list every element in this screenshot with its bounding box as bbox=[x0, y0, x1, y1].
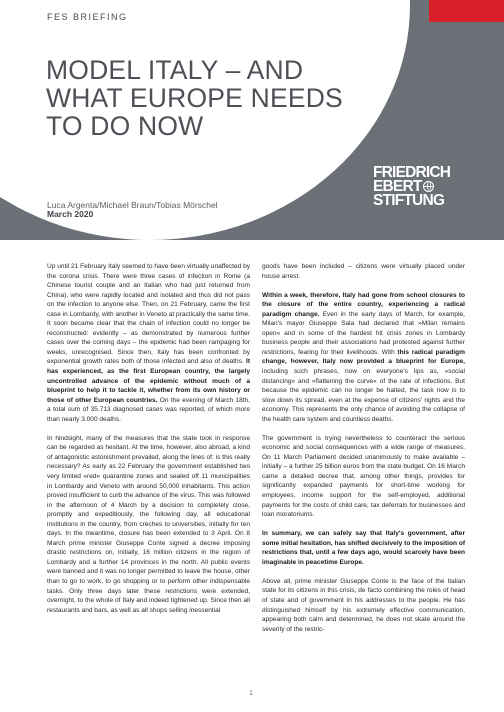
body-text: Up until 21 February Italy seemed to have been virtually unaffected by the corona crisis. There were three cases of infection in Rome (a Chinese tourist couple and an Italian who had just returned from China), who were rapidly located and isolated and thus did not pass on the infection to anyone else. Then, on 21 February, came the first case in Lombardy, with another in Veneto at practically the same time. It soon became clear that the chain of infection could no longer be reconstructed: evidently – as demonstrated by numerous further cases over the coming days – the epidemic had been rampaging for weeks, unrecognised. Since then, Italy has been confronted by exponential growth rates both of those infected and also of deaths. bbox=[47, 263, 250, 366]
paragraph bbox=[262, 577, 465, 634]
paragraph bbox=[262, 291, 465, 425]
body-text: In hindsight, many of the measures that the state took in response can be regarded as hesitant. At the time, however, also abroad, a kind of antagonistic astonishment prevailed, along the lines of: is this really necessary? As early as 22 February the government established two very limited »red« quarantine zones and sealed off 11 municipalities in Lombardy and Veneto with around 50,000 inhabitants. This action proved insufficient to curb the advance of the virus. This was followed in the afternoon of 4 March by a decision to completely close, promptly and expeditiously, the following day, all educational institutions in the country, from crèches to universities, initially for ten days. In the meantime, closure has been extended to 3 April. On 8 March prime minister Giuseppe Conte signed a decree imposing drastic restrictions on, initially, 16 million citizens in the region of Lombardy and a further 14 provinces in the north. All public events were banned and it was no longer permitted to leave the house, other than to go to work, to go shopping or to perform other indispensable tasks. Only three days later these restrictions were extended, overnight, to the whole of Italy and indeed tightened up. Since then all restaurants and bars, as well as all shops selling inessential bbox=[47, 434, 250, 614]
cover-header bbox=[0, 0, 504, 240]
authors: Luca Argenta/Michael Braun/Tobias Mörschel bbox=[47, 200, 218, 210]
accent-tab bbox=[429, 0, 504, 22]
series-label: FES BRIEFING bbox=[47, 12, 128, 22]
emphasis-text: In summary, we can safely say that Italy's government, after some initial hesitation, has shifted decisively to the imposition of restrictions that, until a few days ago, would scarcely have been imaginable in peacetime Europe. bbox=[262, 530, 465, 566]
logo-line-3: STIFTUNG bbox=[373, 192, 445, 209]
logo-line-1: FRIEDRICH bbox=[373, 164, 451, 181]
paragraph bbox=[262, 529, 465, 567]
body-text: Above all, prime minister Giuseppe Conte is the face of the Italian state for its citizens in this crisis, de facto combining the roles of head of state and of government in his addresses to the people. He has distinguished himself by his extremely effective communication, appearing both calm and determined, he does not skate around the severity of the restric- bbox=[262, 577, 465, 633]
paragraph bbox=[47, 434, 250, 615]
body-column-left bbox=[47, 262, 250, 625]
page-number: 1 bbox=[249, 690, 253, 697]
body-text: The government is trying nevertheless to counteract the serious economic and social consequences with a wide range of measures. On 11 March Parliament decided unanimously to make available – initially – a further 25 billion euros from the state budget. On 16 March came a detailed decree that, among other things, provides for significantly expanded payments for short-time working for employees, income support for the self-employed, additional payments for the costs of child care, tax deferrals for businesses and loan moratoriums. bbox=[262, 434, 465, 519]
body-text: goods have been included – citizens were virtually placed under house arrest. bbox=[262, 263, 465, 280]
body-text: including such phrases, now on everyone's lips as, »social distancing« and »flattening the curve« of the rate of infections. But because the epidemic can no longer be halted, the task now is to slow down its spread, even at the expense of citizens' rights and the economy. This represents the only chance of avoiding the collapse of the health care system and countless deaths. bbox=[262, 367, 465, 423]
body-text: Even in the early days of March, for example, Milan's mayor Giuseppe Sala had declared that »Milan remains open« and in some of the hardest hit crisis zones in Lombardy business people and their associations had protested against further restrictions, fearing for their livelihoods. With bbox=[262, 310, 465, 356]
body-text: On the evening of March 18th, a total sum of 35.713 diagnosed cases was reported, of which more than nearly 3.000 deaths. bbox=[47, 396, 250, 423]
paragraph bbox=[47, 262, 250, 424]
emphasis-text: It has experienced, as the first European country, the largely uncontrolled advance of the epidemic without much of a blueprint to help it to tackle it, whether from its own history or those of other European countries. bbox=[47, 358, 250, 404]
logo-line-2: EBERT bbox=[373, 180, 463, 194]
publication-date: March 2020 bbox=[47, 209, 94, 219]
paragraph bbox=[262, 434, 465, 520]
emphasis-text: this radical paradigm change, however, Italy now provided a blueprint for Europe, bbox=[262, 348, 465, 366]
document-title: MODEL ITALY – AND WHAT EUROPE NEEDS TO DO NOW bbox=[46, 55, 343, 141]
paragraph bbox=[262, 262, 465, 281]
emphasis-text: Within a week, therefore, Italy had gone from school closures to the closure of the entire country, experiencing a radical paradigm change. bbox=[262, 291, 465, 318]
body-column-right bbox=[262, 262, 465, 644]
globe-icon bbox=[423, 181, 434, 192]
fes-logo bbox=[373, 166, 463, 208]
